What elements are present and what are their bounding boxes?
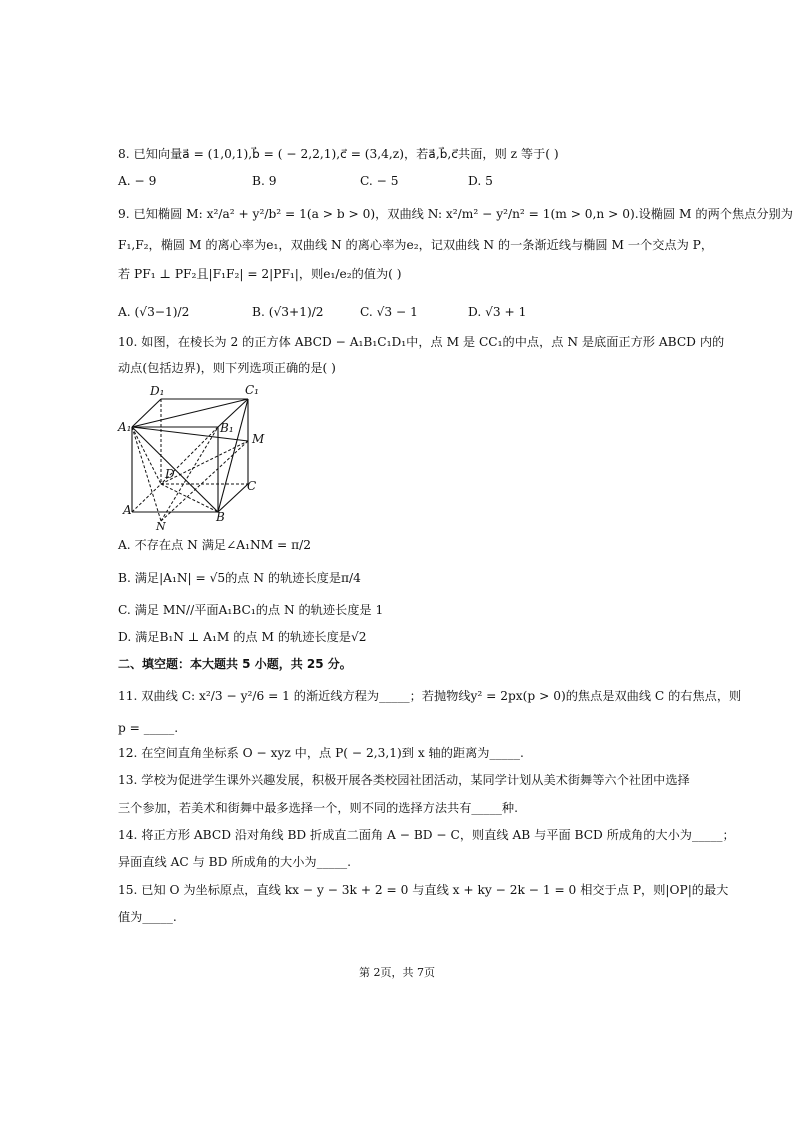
q11-line2: p = _____. <box>118 721 179 735</box>
label-c: C <box>247 479 257 493</box>
q8-option-a: A. − 9 <box>118 174 157 188</box>
q9-line3: 若 PF₁ ⊥ PF₂且|F₁F₂| = 2|PF₁|，则e₁/e₂的值为( ) <box>118 267 402 281</box>
q9-option-d: D. √3 + 1 <box>468 305 527 319</box>
label-d: D <box>165 467 175 481</box>
label-c1: C₁ <box>245 383 259 397</box>
q12-line: 12. 在空间直角坐标系 O − xyz 中，点 P( − 2,3,1)到 x 轴的距离为_____. <box>118 746 524 760</box>
q14-line2: 异面直线 AC 与 BD 所成角的大小为_____. <box>118 855 351 869</box>
page-footer: 第 2页，共 7页 <box>359 966 435 979</box>
q10-line1: 10. 如图，在棱长为 2 的正方体 ABCD − A₁B₁C₁D₁中，点 M 是 CC₁的中点，点 N 是底面正方形 ABCD 内的 <box>118 335 725 349</box>
q10-option-a: A. 不存在点 N 满足∠A₁NM = π/2 <box>118 538 311 552</box>
q8-option-b: B. 9 <box>252 174 277 188</box>
q9-option-c: C. √3 − 1 <box>360 305 418 319</box>
q8-option-c: C. − 5 <box>360 174 399 188</box>
q9-option-a: A. (√3−1)/2 <box>118 305 190 319</box>
label-n: N <box>156 520 166 533</box>
q10-option-b: B. 满足|A₁N| = √5的点 N 的轨迹长度是π/4 <box>118 571 361 585</box>
q9-line1: 9. 已知椭圆 M: x²/a² + y²/b² = 1(a > b > 0)，双曲线 N: x²/m² − y²/n² = 1(m > 0,n > 0).设椭圆 M 的两个焦点分别为 <box>118 207 793 221</box>
q10-option-d: D. 满足B₁N ⊥ A₁M 的点 M 的轨迹长度是√2 <box>118 630 367 644</box>
q13-line1: 13. 学校为促进学生课外兴趣发展，积极开展各类校园社团活动，某同学计划从美术街舞等六个社团中选择 <box>118 773 690 787</box>
q10-line2: 动点(包括边界)，则下列选项正确的是( ) <box>118 361 336 375</box>
q8-option-d: D. 5 <box>468 174 493 188</box>
q13-line2: 三个参加，若美术和街舞中最多选择一个，则不同的选择方法共有_____种. <box>118 801 518 815</box>
label-a: A <box>123 503 132 517</box>
label-a1: A₁ <box>118 420 132 434</box>
q15-line2: 值为_____. <box>118 910 177 924</box>
label-d1: D₁ <box>150 384 165 398</box>
cube-figure <box>118 381 278 533</box>
label-b: B <box>216 510 225 524</box>
q9-option-b: B. (√3+1)/2 <box>252 305 324 319</box>
q8-stem: 8. 已知向量a⃗ = (1,0,1),b⃗ = ( − 2,2,1),c⃗ = (3,4,z)，若a⃗,b⃗,c⃗共面，则 z 等于( ) <box>118 147 559 161</box>
q15-line1: 15. 已知 O 为坐标原点，直线 kx − y − 3k + 2 = 0 与直线 x + ky − 2k − 1 = 0 相交于点 P，则|OP|的最大 <box>118 883 729 897</box>
section-heading: 二、填空题：本大题共 5 小题，共 25 分。 <box>118 657 352 671</box>
label-m: M <box>252 432 265 446</box>
q10-option-c: C. 满足 MN//平面A₁BC₁的点 N 的轨迹长度是 1 <box>118 603 384 617</box>
q9-line2: F₁,F₂，椭圆 M 的离心率为e₁，双曲线 N 的离心率为e₂，记双曲线 N 的一条渐近线与椭圆 M 一个交点为 P， <box>118 238 714 252</box>
label-b1: B₁ <box>220 421 234 435</box>
q11-line1: 11. 双曲线 C: x²/3 − y²/6 = 1 的渐近线方程为_____；若抛物线y² = 2px(p > 0)的焦点是双曲线 C 的右焦点，则 <box>118 689 742 703</box>
q14-line1: 14. 将正方形 ABCD 沿对角线 BD 折成直二面角 A − BD − C，则直线 AB 与平面 BCD 所成角的大小为_____； <box>118 828 735 842</box>
